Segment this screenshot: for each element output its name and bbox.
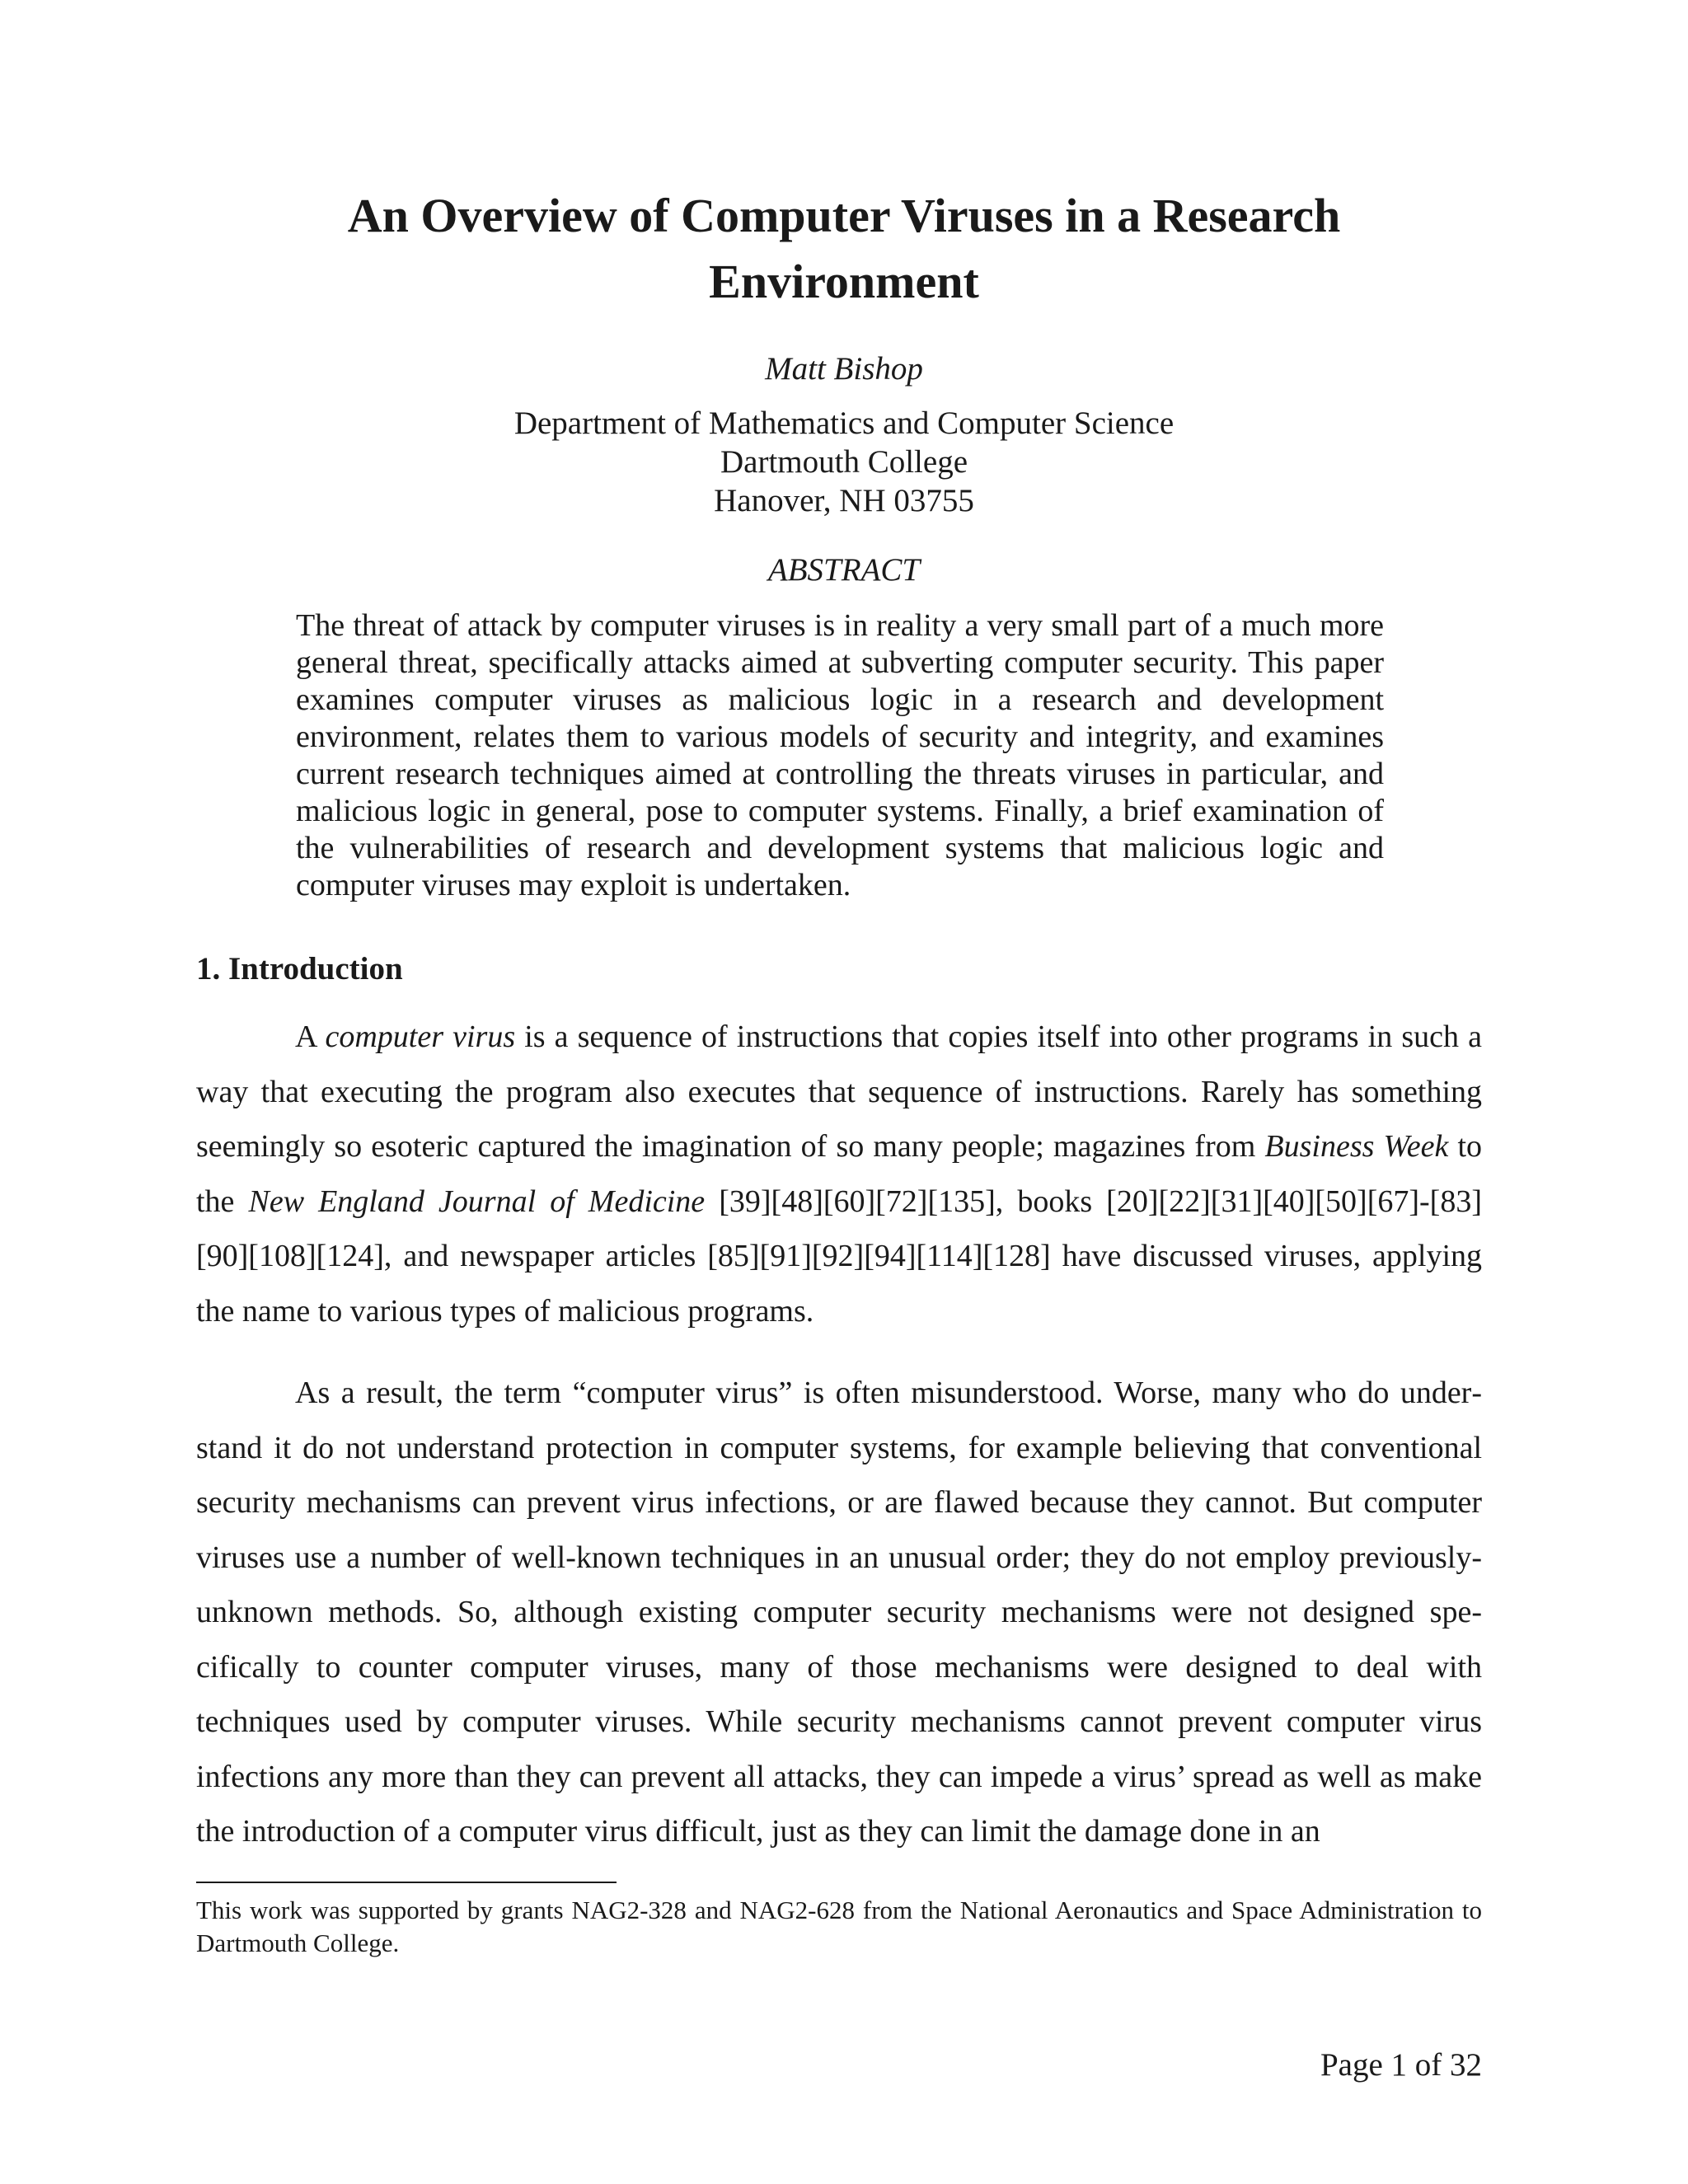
footnote-divider [196,1882,617,1883]
section-heading-introduction: 1. Introduction [196,951,403,987]
affiliation-institution: Dartmouth College [720,444,968,480]
page-number: Page 1 of 32 [1320,2047,1482,2083]
term-computer-virus: computer virus [325,1019,516,1054]
abstract-heading: ABSTRACT [767,552,921,588]
para1-text-a: A [295,1019,326,1054]
para1-text-b: is a sequence of instructions that copies itself into other programs in such a way that executing the program also executes that sequence of instructions. Rarely has something seemingly so esoteric captured the imagination of so many people; magazines from [196,1019,1482,1164]
author-affiliation [0,404,1688,520]
affiliation-department: Department of Mathematics and Computer Science [513,405,1175,441]
publication-business-week: Business Week [1264,1129,1449,1164]
intro-paragraph-2: As a result, the term “computer virus” is often misunderstood. Worse, many who do understand it do not understand protection in computer systems, for example believing that conventional security mechanisms can prevent virus infections, or are flawed because they cannot. But computer viruses use a number of well-known techniques in an unusual order; they do not employ previously-unknown methods. So, although existing computer security mechanisms were not designed specifically to counter computer viruses, many of those mechanisms were designed to deal with techniques used by computer viruses. While security mechanisms cannot prevent computer virus infections any more than they can prevent all attacks, they can impede a virus’ spread as well as make the introduction of a computer virus difficult, just as they can limit the damage done in an [196,1376,1482,1849]
title-line-2: Environment [709,255,979,308]
author-name: Matt Bishop [765,351,923,387]
para1-text-c: to the [196,1129,1483,1219]
intro-paragraph-1 [196,1010,1482,1338]
affiliation-address: Hanover, NH 03755 [714,483,974,518]
para1-text-d: [39][48][60][72][135], books [20][22][31][40][50][67]-[83][90][108][124], and newspaper articles [85][91][92][94][114][128] have discussed viruses, applying the name to various types of malicious programs. [196,1183,1482,1329]
footnote-funding: This work was supported by grants NAG2-328 and NAG2-628 from the National Aeronautics and Space Administration to Dartmouth College. [196,1896,1482,1957]
abstract-text: The threat of attack by computer viruses is in reality a very small part of a much more general threat, specifically attacks aimed at subverting computer security. This paper examines computer viruses as malicious logic in a research and development environment, relates them to various models of security and integrity, and examines current research techniques aimed at controlling the threats viruses in particular, and malicious logic in general, pose to computer systems. Finally, a brief examination of the vulnerabilities of research and development systems that malicious logic and computer viruses may exploit is undertaken. [296,608,1384,902]
paper-title [0,183,1688,315]
title-line-1: An Overview of Computer Viruses in a Research [347,189,1341,242]
publication-nejm: New England Journal of Medicine [248,1183,706,1219]
